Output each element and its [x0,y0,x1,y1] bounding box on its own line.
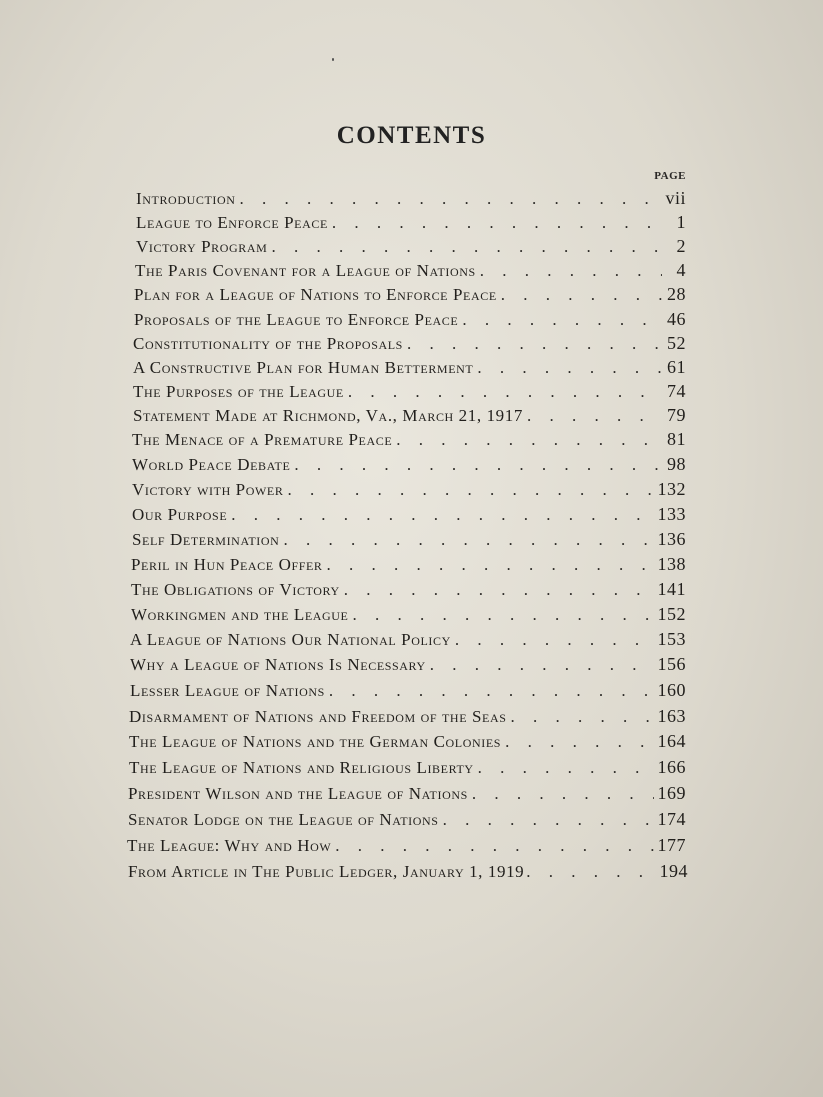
leader-dots [287,480,653,500]
toc-entry-title: The League of Nations and the German Colonies [129,732,502,751]
toc-entry [136,188,686,212]
toc-entry-page: 156 [657,654,686,674]
leader-dots [332,213,662,233]
leader-dots [294,455,662,475]
toc-entry-page: 98 [667,454,686,474]
leader-dots [478,758,654,778]
leader-dots [283,530,653,550]
page-column-label: PAGE [654,170,686,182]
toc-entry-title: From Article in The Public Ledger, January 1, 1919 [128,862,525,881]
toc-entry-page: 164 [657,731,686,751]
leader-dots [472,784,654,804]
toc-entry [135,260,686,284]
toc-entry [132,504,686,528]
toc-entry-title: The Purposes of the League [133,382,344,401]
toc-entry-title: Victory Program [136,237,268,256]
toc-entry [131,554,686,578]
toc-entry-title: Peril in Hun Peace Offer [131,555,323,574]
toc-entry [132,529,686,553]
toc-entry-page: 169 [657,783,686,803]
toc-entry-page: 1 [676,212,686,232]
leader-dots [477,358,662,378]
toc-entry-title: Constitutionality of the Proposals [133,334,403,353]
toc-entry-title: The Obligations of Victory [131,580,340,599]
toc-entry [133,333,686,357]
toc-entry-page: 81 [667,429,686,449]
toc-entry [128,861,688,885]
toc-entry-page: 79 [667,405,686,425]
toc-entry [130,680,686,704]
leader-dots [430,655,654,675]
toc-entry-title: Proposals of the League to Enforce Peace [134,310,459,329]
toc-entry [129,757,686,781]
leader-dots [353,605,654,625]
toc-entry-page: 46 [667,309,686,329]
toc-entry-page: 2 [676,236,686,256]
toc-entry [129,706,686,730]
toc-entry-page: 174 [657,809,686,829]
toc-entry [136,236,686,260]
toc-entry [129,731,686,755]
toc-entry-page: 138 [657,554,686,574]
toc-entry [134,284,686,308]
toc-entry [132,429,686,453]
toc-entry-title: Victory with Power [132,480,284,499]
leader-dots [455,630,654,650]
toc-entry [130,654,686,678]
toc-entry-title: Senator Lodge on the League of Nations [128,810,439,829]
toc-entry-title: Workingmen and the League [131,605,349,624]
toc-entry-title: Introduction [136,189,236,208]
toc-entry-title: A League of Nations Our National Policy [130,630,451,649]
leader-dots [231,505,653,525]
ink-speck [332,58,334,61]
toc-entry-page: 132 [657,479,686,499]
toc-entry-page: 152 [657,604,686,624]
toc-entry [134,309,686,333]
toc-entry [131,579,686,603]
toc-entry-title: President Wilson and the League of Nations [128,784,468,803]
toc-entry-page: 177 [657,835,686,855]
toc-entry-title: Self Determination [132,530,280,549]
toc-entry-title: League to Enforce Peace [136,213,328,232]
leader-dots [511,707,654,727]
leader-dots [329,681,654,701]
toc-entry-title: Lesser League of Nations [130,681,325,700]
toc-entry-page: 136 [657,529,686,549]
toc-entry [131,604,686,628]
leader-dots [443,810,654,830]
toc-entry [133,357,686,381]
toc-entry-page: 52 [667,333,686,353]
toc-entry-title: The League: Why and How [127,836,332,855]
leader-dots [480,261,662,281]
leader-dots [527,406,662,426]
leader-dots [348,382,662,402]
leader-dots [396,430,662,450]
leader-dots [526,862,657,882]
leader-dots [505,732,653,752]
toc-entry [128,809,686,833]
toc-entry [128,783,686,807]
leader-dots [327,555,654,575]
leader-dots [344,580,654,600]
leader-dots [271,237,662,257]
toc-entry-title: A Constructive Plan for Human Betterment [133,358,474,377]
toc-entry-title: Plan for a League of Nations to Enforce Peace [134,285,497,304]
toc-entry-page: 160 [657,680,686,700]
toc-entry-title: Our Purpose [132,505,228,524]
toc-entry-title: The Menace of a Premature Peace [132,430,393,449]
toc-entry-page: vii [665,188,686,208]
toc-entry [133,381,686,405]
page-title: CONTENTS [336,122,487,149]
toc-entry [127,835,686,859]
toc-entry-title: World Peace Debate [132,455,291,474]
toc-entry-page: 166 [657,757,686,777]
toc-entry-title: The Paris Covenant for a League of Nations [135,261,476,280]
toc-entry-page: 4 [676,260,686,280]
toc-entry-page: 141 [657,579,686,599]
toc-entry-page: 194 [659,861,688,881]
toc-entry-page: 163 [657,706,686,726]
toc-entry [132,454,686,478]
toc-entry-title: Disarmament of Nations and Freedom of the Seas [129,707,507,726]
toc-entry-page: 74 [667,381,686,401]
toc-entry-title: The League of Nations and Religious Liberty [129,758,474,777]
leader-dots [335,836,653,856]
toc-entry [136,212,686,236]
leader-dots [407,334,662,354]
toc-entry-title: Why a League of Nations Is Necessary [130,655,426,674]
toc-entry-title: Statement Made at Richmond, Va., March 21, 1917 [133,406,523,425]
toc-entry [133,405,686,429]
toc-entry-page: 28 [667,284,686,304]
leader-dots [462,310,662,330]
leader-dots [240,189,662,209]
toc-entry [130,629,686,653]
toc-entry-page: 61 [667,357,686,377]
toc-entry [132,479,686,503]
toc-entry-page: 133 [657,504,686,524]
toc-entry-page: 153 [657,629,686,649]
leader-dots [501,285,662,305]
